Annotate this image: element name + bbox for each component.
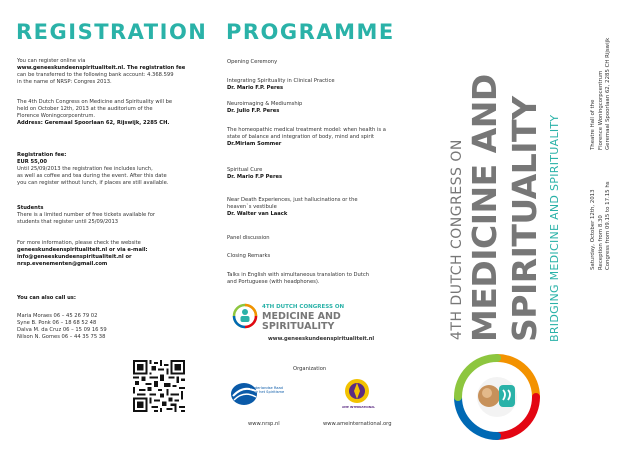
venue-line: Florence Woningcorpcentrum. <box>17 113 96 119</box>
congress-logo-icon <box>232 302 258 330</box>
registration-contacts <box>17 313 107 341</box>
organization-label: Organization <box>293 366 327 372</box>
cover-subtitle: BRIDGING MEDICINE AND SPIRITUALITY <box>548 114 561 342</box>
congress-logo <box>232 300 375 360</box>
info-email-2[interactable]: nrsp.evenementen@gmail.com <box>17 261 108 267</box>
ame-logo[interactable] <box>342 376 376 410</box>
ame-logo-icon <box>342 376 372 406</box>
cover-place-line: Geremaal Spoorlaan 62, 2285 CH Rijswijk <box>605 37 611 150</box>
contact-item: Syne B. Ponk 06 – 18 68 52 48 <box>17 320 97 326</box>
programme-item-speaker: Dr. Julio F.P. Peres <box>227 108 280 114</box>
fee-amount: EUR 55,00 <box>17 159 47 165</box>
venue-address: Address: Geremaal Spoorlaan 62, Rijswijk, 2285 CH. <box>17 120 170 126</box>
registration-call-title <box>17 295 76 302</box>
programme-title: PROGRAMME <box>226 20 395 44</box>
cover-date-block <box>590 181 613 270</box>
contact-item: Nilson N. Gomes 06 – 44 35 75 38 <box>17 334 106 340</box>
fee-line: Until 25/09/2013 the registration fee includes lunch, <box>17 166 153 172</box>
logo-line-3: SPIRITUALITY <box>262 321 335 332</box>
programme-item <box>227 167 282 181</box>
venue-line: The 4th Dutch Congress on Medicine and Spirituality will be <box>17 99 173 105</box>
programme-item <box>227 197 358 218</box>
info-email-1[interactable]: info@geneeskundeenspiritualiteit.nl or <box>17 254 132 260</box>
cover-date-line: Congress from 09.15 to 17.15 hs <box>605 181 611 270</box>
cover-small-title: 4TH DUTCH CONGRESS ON <box>449 139 465 340</box>
cover-date-line: Reception from 8.30 <box>597 215 604 270</box>
info-website[interactable]: geneeskundeenspiritualiteit.nl or via e-mail: <box>17 247 148 253</box>
info-line: For more information, please check the website <box>17 240 141 246</box>
registration-info <box>17 240 148 268</box>
registration-intro-line: You can register online via <box>17 58 86 64</box>
programme-item-panel: Panel discussion <box>227 235 270 241</box>
nrsp-url[interactable]: www.nrsp.nl <box>248 421 280 427</box>
programme-item-opening: Opening Ceremony <box>227 59 278 65</box>
programme-item-title: heaven`s vestibule <box>227 204 277 210</box>
programme-translation-note <box>227 272 369 286</box>
qr-code-icon[interactable] <box>133 360 185 412</box>
programme-item-title: The homeopathic medical treatment model: when health is a <box>227 127 386 133</box>
programme-item-speaker: Dr. Mario F.P Peres <box>227 174 283 180</box>
ame-url[interactable]: www.ameinternational.org <box>323 421 392 427</box>
programme-item-speaker: Dr. Mario F.P. Peres <box>227 85 284 91</box>
programme-item-title: Spiritual Cure <box>227 167 263 173</box>
registration-intro-line: in the name of NRSP: Congres 2013. <box>17 79 112 85</box>
contact-item: Dalva M. da Cruz 06 – 15 09 16 59 <box>17 327 107 333</box>
cover-place-line: Florence Woningcorpcentrum <box>597 70 604 150</box>
cover-place-block <box>590 38 613 150</box>
fee-title: Registration fee: <box>17 152 67 158</box>
programme-item-title: Near Death Experiences, just hallucinations or the <box>227 197 358 203</box>
programme-item-closing: Closing Remarks <box>227 253 271 259</box>
programme-item-title: state of balance and integration of body, mind and spirit <box>227 134 375 140</box>
registration-students <box>17 205 155 226</box>
registration-fee <box>17 152 168 187</box>
registration-intro-line[interactable]: www.geneeskundeenspiritualiteit.nl. The registration fee <box>17 65 186 71</box>
programme-item <box>227 127 386 148</box>
programme-item <box>227 78 335 92</box>
cover-place-line: Theatre Hall of the <box>590 99 596 150</box>
nrsp-logo[interactable] <box>230 380 285 408</box>
nrsp-name-line: voor het Spiritisme <box>250 390 285 395</box>
programme-item-speaker: Dr. Walter van Laack <box>227 211 288 217</box>
call-title: You can also call us: <box>17 295 76 301</box>
contact-item: Maria Moraes 06 – 45 26 79 02 <box>17 313 98 319</box>
students-title: Students <box>17 205 44 211</box>
fee-line: you can register without lunch, if places are still available. <box>17 180 169 186</box>
cover-big-title-2: SPIRITUALITY <box>505 96 544 342</box>
programme-item-speaker: Dr.Miriam Sommer <box>227 141 282 147</box>
nrsp-name <box>250 386 284 395</box>
translation-line: and Portuguese (with headphones). <box>227 279 320 285</box>
programme-item-title: Integrating Spirituality in Clinical Practice <box>227 78 335 84</box>
logo-url[interactable]: www.geneeskundeenspiritualiteit.nl <box>268 336 375 342</box>
translation-line: Talks in English with simultaneous translation to Dutch <box>227 272 369 278</box>
registration-venue <box>17 99 172 127</box>
students-line: students that register until 25/09/2013 <box>17 219 119 225</box>
registration-title: REGISTRATION <box>16 20 208 44</box>
fee-line: as well as coffee and tea during the event. After this date <box>17 173 167 179</box>
registration-intro <box>17 58 185 86</box>
students-line: There is a limited number of free tickets available for <box>17 212 156 218</box>
logo-line-1: 4TH DUTCH CONGRESS ON <box>262 304 345 310</box>
cover-date-line: Saturday, October 12th, 2013 <box>590 189 596 270</box>
ame-name: AME INTERNATIONAL <box>342 405 376 409</box>
registration-intro-line: can be transferred to the following bank account: 4.368.599 <box>17 72 174 78</box>
cover-ring-logo-icon <box>452 352 542 442</box>
programme-item <box>227 101 302 115</box>
cover-big-title-1: MEDICINE AND <box>465 74 504 342</box>
venue-line: held on October 12th, 2013 at the auditorium of the <box>17 106 153 112</box>
nrsp-name-line: Nederlandse Raad <box>250 386 283 390</box>
logo-line-2: MEDICINE AND <box>262 311 341 322</box>
programme-item-title: Neuroimaging & Mediumship <box>227 101 303 107</box>
